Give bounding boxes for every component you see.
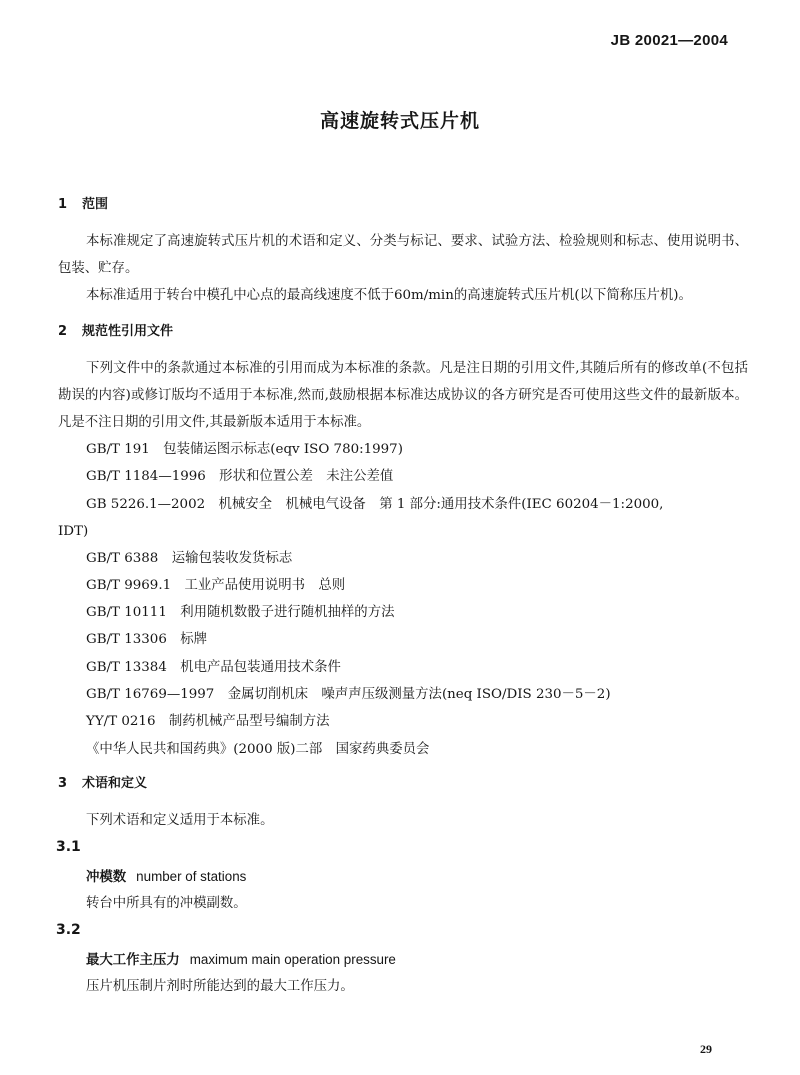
section-2-intro: 下列文件中的条款通过本标准的引用而成为本标准的条款。凡是注日期的引用文件,其随后所有的修改单(不包括勘误的内容)或修订版均不适用于本标准,然而,鼓励根据本标准达成协议的各方研究是否可使用这些文件的最新版本。凡是不注日期的引用文件,其最新版本适用于本标准。: [58, 361, 748, 430]
term-3-2-definition: 压片机压制片剂时所能达到的最大工作压力。: [86, 978, 354, 994]
section-2-heading: [58, 323, 748, 341]
section-2-number: 2: [58, 324, 68, 339]
reference-item: GB/T 13306 标牌: [86, 632, 208, 648]
reference-item: GB/T 191 包装储运图示标志(eqv ISO 780:1997): [86, 442, 403, 457]
section-1-paragraph: 本标准适用于转台中模孔中心点的最高线速度不低于60m/min的高速旋转式压片机(以下简称压片机)。: [86, 288, 692, 303]
reference-item: GB/T 1184—1996 形状和位置公差 未注公差值: [86, 469, 394, 485]
term-3-2-name: [58, 947, 748, 974]
reference-text-continued: IDT): [58, 523, 89, 539]
section-2-title: 规范性引用文件: [82, 324, 174, 339]
reference-item: GB/T 10111 利用随机数骰子进行随机抽样的方法: [86, 605, 395, 621]
term-3-1-definition: 转台中所具有的冲模副数。: [86, 895, 247, 911]
term-chinese: 最大工作主压力: [86, 952, 180, 968]
standard-code: JB 20021—2004: [610, 32, 728, 49]
reference-item: GB/T 6388 运输包装收发货标志: [86, 550, 293, 566]
section-1-heading: [58, 196, 748, 214]
term-chinese: 冲模数: [86, 869, 127, 885]
reference-item: YY/T 0216 制药机械产品型号编制方法: [86, 714, 330, 730]
reference-item: 《中华人民共和国药典》(2000 版)二部 国家药典委员会: [86, 741, 430, 757]
document-title: 高速旋转式压片机: [319, 110, 480, 132]
section-3-number: 3: [58, 775, 68, 791]
section-1-paragraph: 本标准规定了高速旋转式压片机的术语和定义、分类与标记、要求、试验方法、检验规则和标志、使用说明书、包装、贮存。: [58, 234, 748, 276]
section-1-title: 范围: [82, 197, 109, 212]
page-number: 29: [700, 1042, 712, 1056]
reference-item: GB/T 9969.1 工业产品使用说明书 总则: [86, 577, 346, 593]
term-english: number of stations: [136, 868, 247, 884]
section-3-title: 术语和定义: [82, 775, 148, 791]
reference-item: GB/T 16769—1997 金属切削机床 噪声声压级测量方法(neq ISO/DIS 230－5－2): [86, 687, 611, 703]
reference-text: GB 5226.1—2002 机械安全 机械电气设备 第 1 部分:通用技术条件(IEC 60204－1:2000,: [86, 496, 664, 512]
term-english: maximum main operation pressure: [189, 951, 396, 967]
reference-item: GB/T 13384 机电产品包装通用技术条件: [86, 659, 341, 675]
section-3-intro: 下列术语和定义适用于本标准。: [86, 812, 274, 828]
term-3-1-name: [58, 864, 748, 891]
section-1-number: 1: [58, 197, 68, 212]
section-3-heading: [58, 775, 748, 793]
document-body: [58, 196, 748, 1000]
term-3-2-number: 3.2: [56, 921, 81, 938]
term-3-1-number: 3.1: [56, 838, 81, 855]
reference-item: [58, 491, 748, 545]
